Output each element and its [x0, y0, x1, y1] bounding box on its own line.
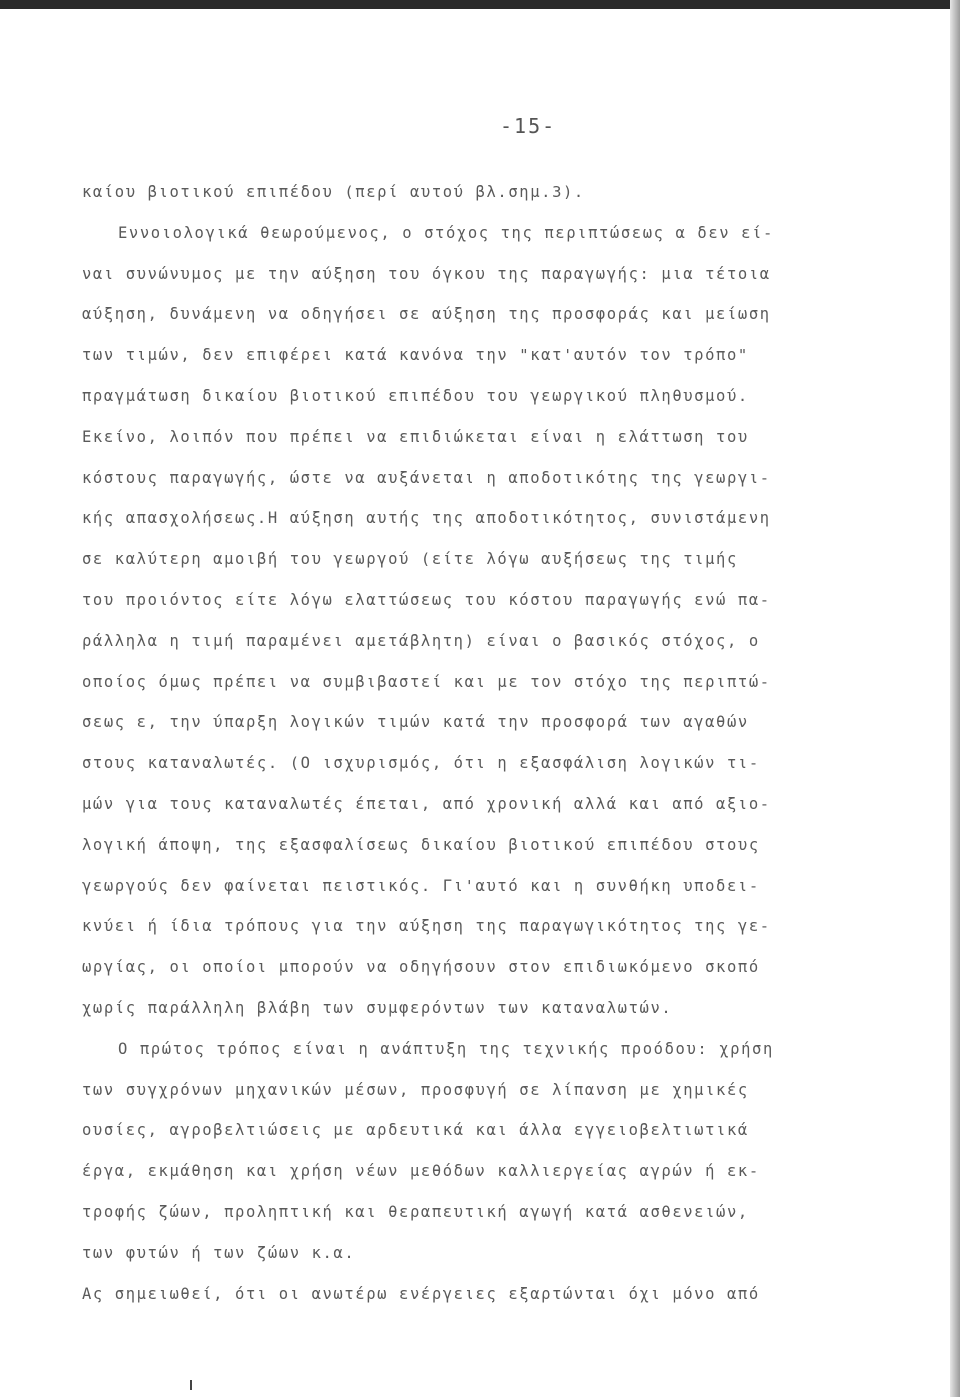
text-line: κής απασχολήσεως.Η αύξηση αυτής της αποδοτικότητος, συνιστάμενη: [82, 509, 771, 528]
text-line: στους καταναλωτές. (Ο ισχυρισμός, ότι η εξασφάλιση λογικών τι-: [82, 754, 760, 773]
text-line: μών για τους καταναλωτές έπεται, από χρονική αλλά και από αξιο-: [82, 794, 771, 813]
text-line: πραγμάτωση δικαίου βιοτικού επιπέδου του γεωργικού πληθυσμού.: [82, 386, 749, 405]
page-top-border: [0, 0, 960, 9]
text-line: κνύει ή ίδια τρόπους για την αύξηση της παραγωγικότητος της γε-: [82, 917, 771, 936]
body-text: [82, 172, 862, 1314]
text-line: αύξηση, δυνάμενη να οδηγήσει σε αύξηση της προσφοράς και μείωση: [82, 305, 771, 324]
text-line: ουσίες, αγροβελτιώσεις με αρδευτικά και άλλα εγγειοβελτιωτικά: [82, 1121, 749, 1140]
text-line: οποίος όμως πρέπει να συμβιβαστεί και με τον στόχο της περιπτώ-: [82, 672, 771, 691]
text-line: λογική άποψη, της εξασφαλίσεως δικαίου βιοτικού επιπέδου στους: [82, 835, 760, 854]
page-number: -15-: [500, 114, 557, 138]
text-line: σε καλύτερη αμοιβή του γεωργού (είτε λόγω αυξήσεως της τιμής: [82, 550, 738, 569]
text-line: σεως ε, την ύπαρξη λογικών τιμών κατά την προσφορά των αγαθών: [82, 713, 749, 732]
text-line: γεωργούς δεν φαίνεται πειστικός. Γι'αυτό και η συνθήκη υποδει-: [82, 876, 760, 895]
text-line: καίου βιοτικού επιπέδου (περί αυτού βλ.σημ.3).: [82, 183, 585, 201]
text-line: τροφής ζώων, προληπτική και θεραπευτική αγωγή κατά ασθενειών,: [82, 1202, 749, 1221]
scan-speck: [190, 1380, 192, 1390]
text-line: Ο πρώτος τρόπος είναι η ανάπτυξη της τεχνικής προόδου: χρήση: [118, 1039, 774, 1058]
text-line: των συγχρόνων μηχανικών μέσων, προσφυγή σε λίπανση με χημικές: [82, 1080, 749, 1099]
text-line: ωργίας, οι οποίοι μπορούν να οδηγήσουν στον επιδιωκόμενο σκοπό: [82, 958, 760, 977]
text-line: των φυτών ή των ζώων κ.α.: [82, 1243, 356, 1262]
text-line: Ας σημειωθεί, ότι οι ανωτέρω ενέργειες εξαρτώνται όχι μόνο από: [82, 1284, 760, 1303]
text-line: του προιόντος είτε λόγω ελαττώσεως του κόστου παραγωγής ενώ πα-: [82, 590, 771, 609]
text-line: Εκείνο, λοιπόν που πρέπει να επιδιώκεται είναι η ελάττωση του: [82, 427, 749, 446]
text-line: χωρίς παράλληλη βλάβη των συμφερόντων των καταναλωτών.: [82, 998, 673, 1017]
page-right-border: [950, 0, 960, 1397]
text-line: κόστους παραγωγής, ώστε να αυξάνεται η αποδοτικότης της γεωργι-: [82, 468, 771, 487]
text-line: ναι συνώνυμος με την αύξηση του όγκου της παραγωγής: μια τέτοια: [82, 264, 771, 283]
text-line: έργα, εκμάθηση και χρήση νέων μεθόδων καλλιεργείας αγρών ή εκ-: [82, 1162, 760, 1181]
text-line: ράλληλα η τιμή παραμένει αμετάβλητη) είναι ο βασικός στόχος, ο: [82, 631, 760, 650]
text-line: των τιμών, δεν επιφέρει κατά κανόνα την "κατ'αυτόν τον τρόπο": [82, 346, 749, 365]
text-line: Εννοιολογικά θεωρούμενος, ο στόχος της περιπτώσεως α δεν εί-: [118, 223, 774, 242]
